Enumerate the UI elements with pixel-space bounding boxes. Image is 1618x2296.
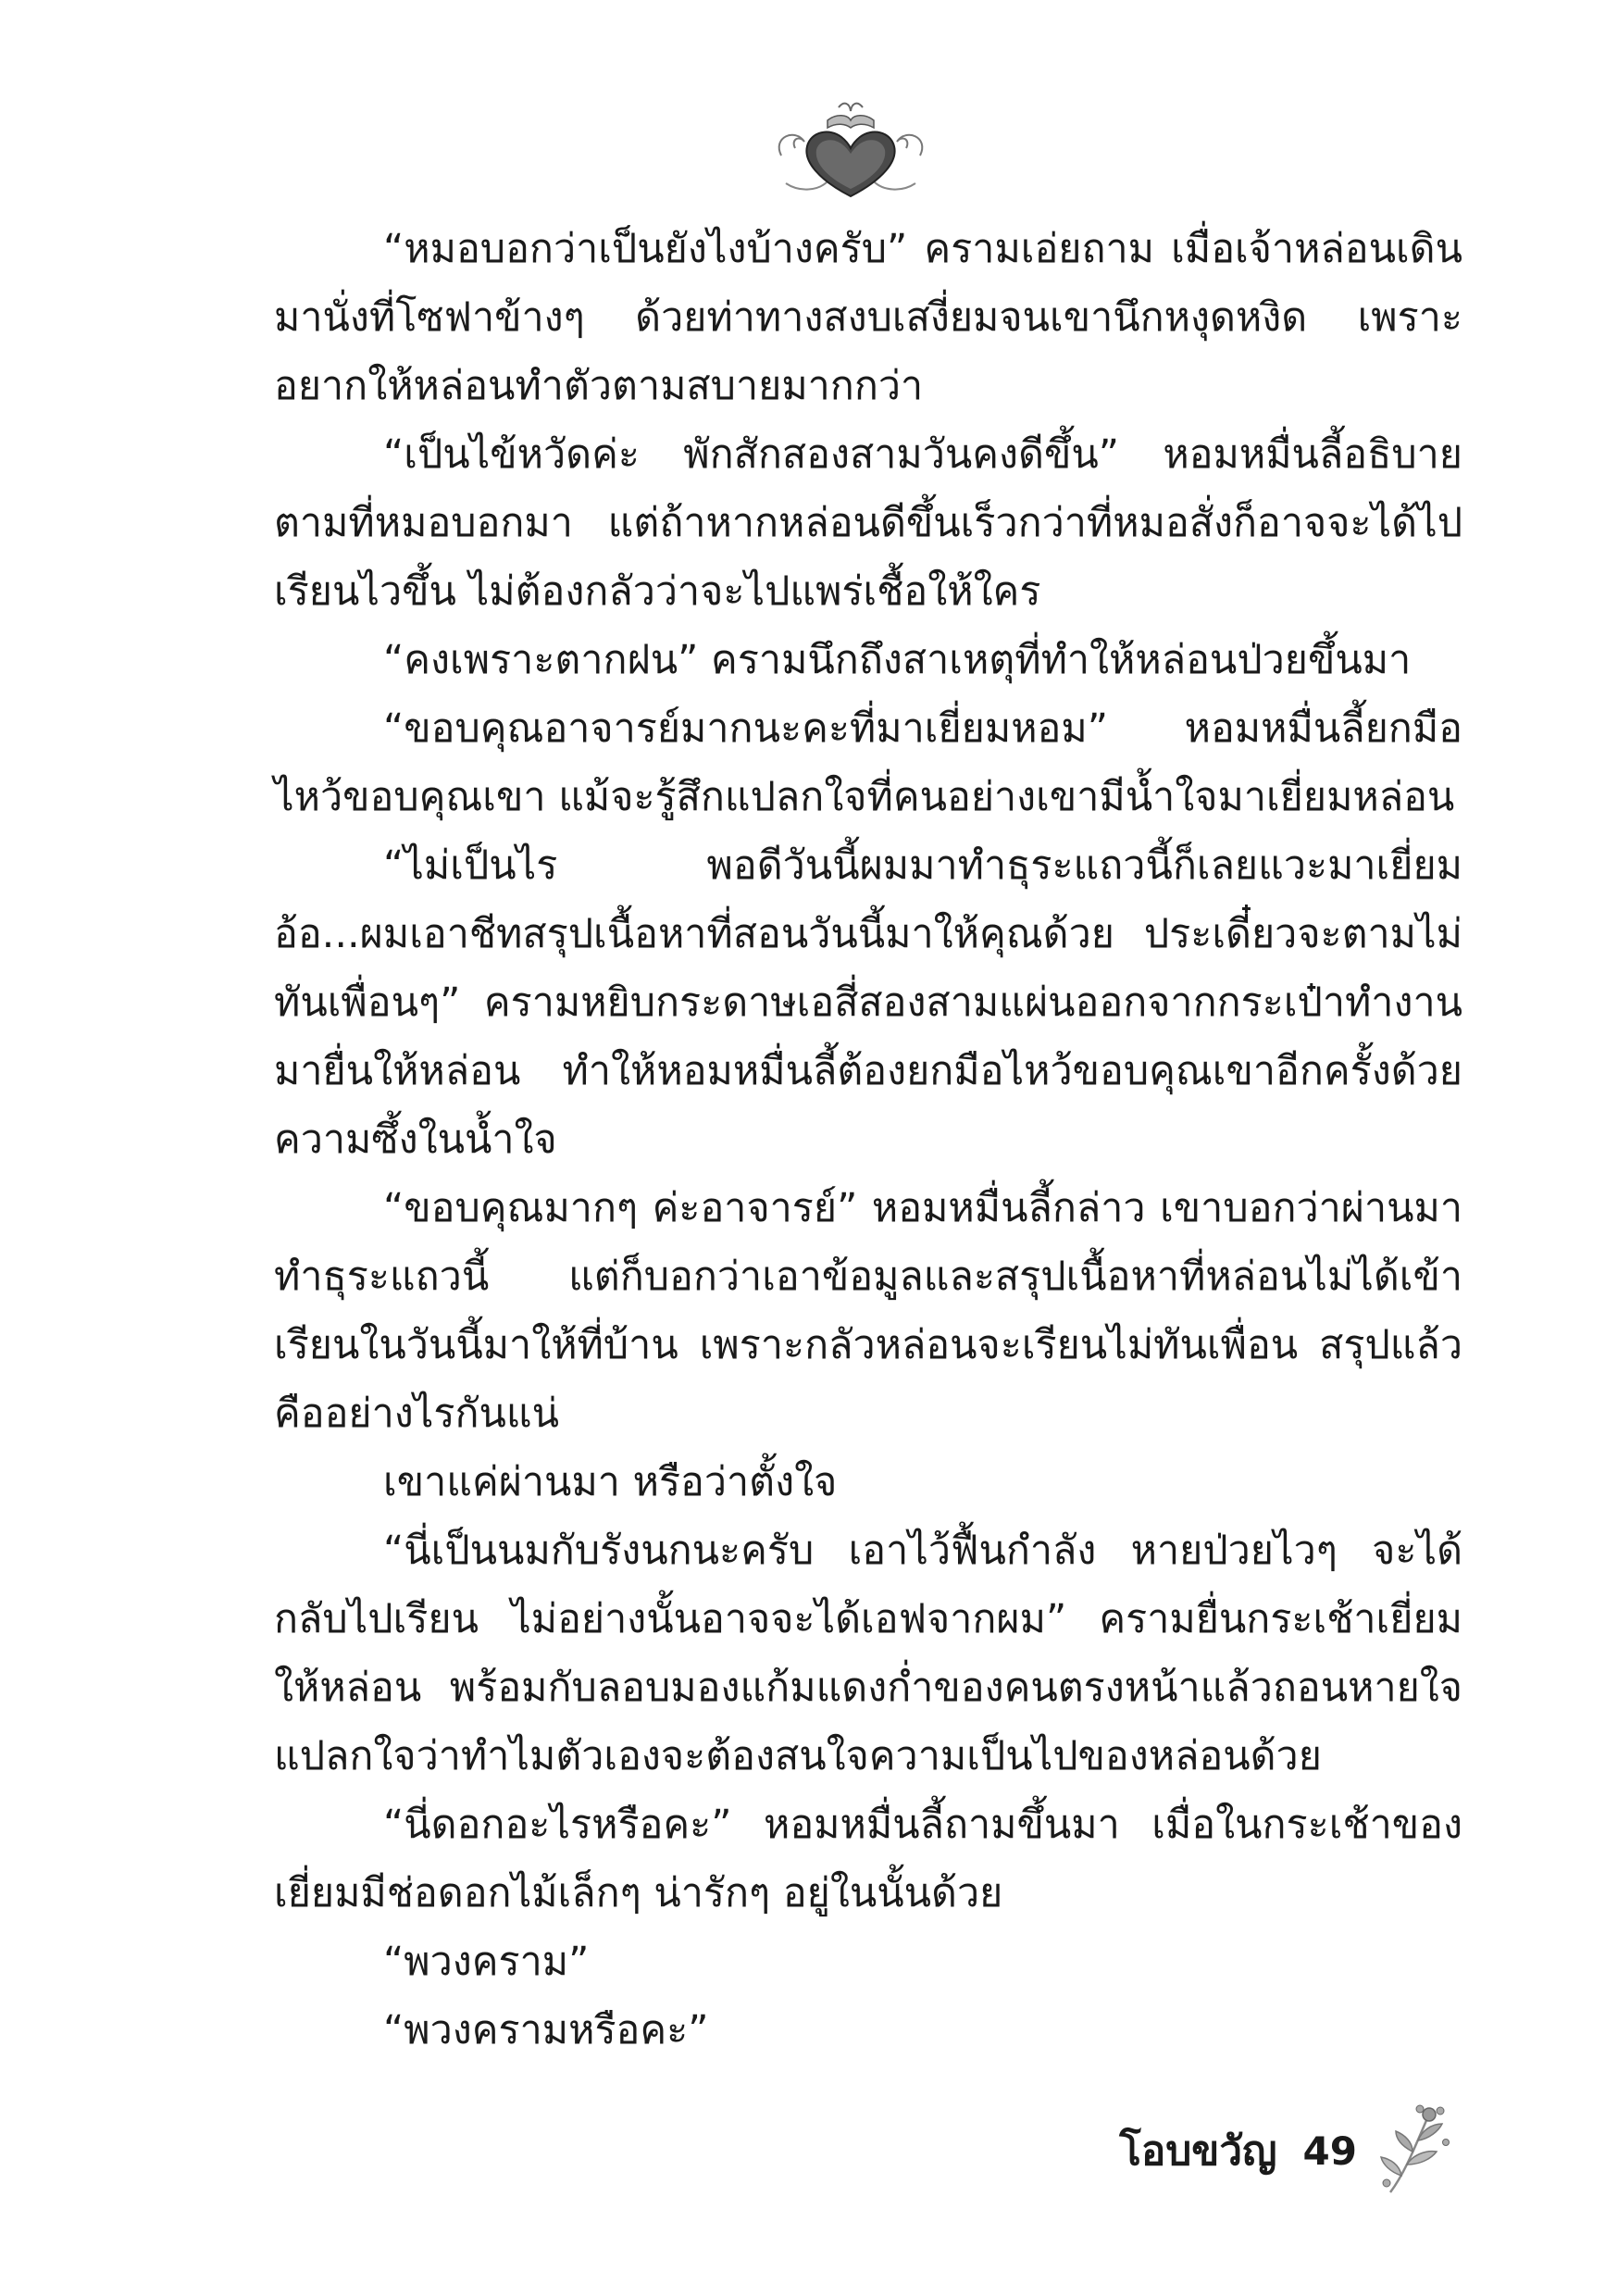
ornamental-book-heart-icon (763, 100, 939, 202)
paragraph: “ไม่เป็นไร พอดีวันนี้ผมมาทำธุระแถวนี้ก็เลยแวะมาเยี่ยม อ้อ...ผมเอาชีทสรุปเนื้อหาที่สอนวันนี้มาให้คุณด้วย ประเดี๋ยวจะตามไม่ทันเพื่อนๆ” ครามหยิบกระดาษเอสี่สองสามแผ่นออกจากกระเป๋าทำงานมายื่นให้หล่อน ทำให้หอมหมื่นลี้ต้องยกมือไหว้ขอบคุณเขาอีกครั้งด้วยความซึ้งในน้ำใจ (274, 842, 1462, 1163)
book-title: โอบขวัญ (1119, 2128, 1277, 2175)
paragraph: “นี่ดอกอะไรหรือคะ” หอมหมื่นลี้ถามขึ้นมา เมื่อในกระเช้าของเยี่ยมมีช่อดอกไม้เล็กๆ น่ารักๆ อยู่ในนั้นด้วย (274, 1802, 1462, 1916)
paragraph: “นี่เป็นนมกับรังนกนะครับ เอาไว้ฟื้นกำลัง หายป่วยไวๆ จะได้กลับไปเรียน ไม่อย่างนั้นอาจจะได้เอฟจากผม” ครามยื่นกระเช้าเยี่ยมให้หล่อน พร้อมกับลอบมองแก้มแดงก่ำของคนตรงหน้าแล้วถอนหายใจ แปลกใจว่าทำไมตัวเองจะต้องสนใจความเป็นไปของหล่อนด้วย (274, 1528, 1462, 1779)
page-footer (1119, 2100, 1459, 2202)
page-number: 49 (1302, 2128, 1357, 2174)
story-body-text (274, 215, 1462, 2065)
paragraph: “พวงคราม” (383, 1939, 590, 1985)
footer-ornament-graphic (1363, 2100, 1459, 2202)
paragraph: “ขอบคุณอาจารย์มากนะคะที่มาเยี่ยมหอม” หอมหมื่นลี้ยกมือไหว้ขอบคุณเขา แม้จะรู้สึกแปลกใจที่คนอย่างเขามีน้ำใจมาเยี่ยมหล่อน (274, 705, 1462, 820)
paragraph: “เป็นไข้หวัดค่ะ พักสักสองสามวันคงดีขึ้น” หอมหมื่นลี้อธิบายตามที่หมอบอกมา แต่ถ้าหากหล่อนดีขึ้นเร็วกว่าที่หมอสั่งก็อาจจะได้ไปเรียนไวขึ้น ไม่ต้องกลัวว่าจะไปแพร่เชื้อให้ใคร (274, 431, 1462, 615)
paragraph: “คงเพราะตากฝน” ครามนึกถึงสาเหตุที่ทำให้หล่อนป่วยขึ้นมา (383, 637, 1412, 683)
header-emblem-graphic (763, 100, 939, 202)
paragraph: “ขอบคุณมากๆ ค่ะอาจารย์” หอมหมื่นลี้กล่าว เขาบอกว่าผ่านมาทำธุระแถวนี้ แต่ก็บอกว่าเอาข้อมูลและสรุปเนื้อหาที่หล่อนไม่ได้เข้าเรียนในวันนี้มาให้ที่บ้าน เพราะกลัวหล่อนจะเรียนไม่ทันเพื่อน สรุปแล้วคืออย่างไรกันแน่ (274, 1185, 1462, 1437)
paragraph: เขาแค่ผ่านมา หรือว่าตั้งใจ (383, 1459, 838, 1505)
paragraph: “หมอบอกว่าเป็นยังไงบ้างครับ” ครามเอ่ยถาม เมื่อเจ้าหล่อนเดินมานั่งที่โซฟาข้างๆ ด้วยท่าทางสงบเสงี่ยมจนเขานึกหงุดหงิด เพราะอยากให้หล่อนทำตัวตามสบายมากกว่า (274, 226, 1462, 409)
flower-sprig-icon (1363, 2100, 1459, 2202)
paragraph: “พวงครามหรือคะ” (383, 2007, 709, 2053)
